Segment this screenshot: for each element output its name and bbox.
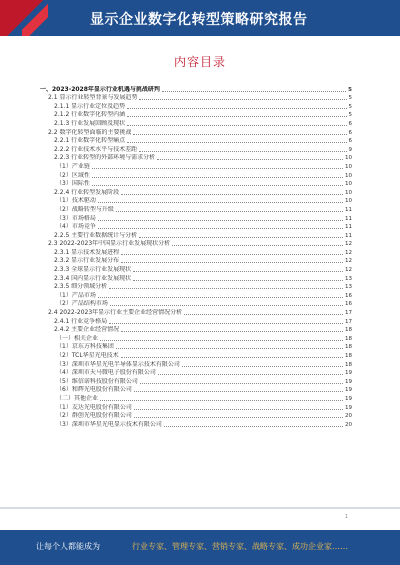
toc-entry-text: （5）维信诺科技股份有限公司 — [56, 377, 138, 385]
page-number: 1 — [345, 514, 349, 520]
toc-entry-text: （3）深圳市华星光电半导体显示技术有限公司 — [56, 360, 180, 368]
toc-page-number: 12 — [345, 241, 352, 248]
toc-page-number: 18 — [345, 361, 352, 368]
toc-dot-leader — [100, 340, 343, 341]
toc-dot-leader — [110, 305, 343, 306]
toc-page-number: 10 — [345, 198, 352, 205]
toc-entry[interactable] — [40, 231, 352, 240]
toc-entry-text: 2.2.5 主要行业数据统计与分析 — [54, 231, 138, 239]
toc-entry[interactable] — [40, 240, 352, 249]
toc-entry-text: （3）市场格局 — [56, 214, 96, 222]
toc-page-number: 19 — [345, 387, 352, 394]
toc-page-number: 6 — [348, 120, 352, 127]
toc-page-number: 16 — [345, 292, 352, 299]
toc-entry[interactable] — [40, 394, 352, 403]
toc-page-number: 13 — [345, 275, 352, 282]
toc-page-number: 13 — [345, 284, 352, 291]
toc-page-number: 18 — [345, 353, 352, 359]
toc-page-number: 12 — [345, 267, 352, 274]
toc-entry[interactable] — [40, 369, 352, 378]
toc-entry-text: 2.2.1 行业数字化转型痛点 — [54, 137, 126, 145]
toc-dot-leader — [98, 202, 343, 203]
toc-entry[interactable] — [40, 180, 352, 189]
toc-entry[interactable] — [40, 205, 352, 214]
toc-entry-text: 2.4.2 主要企业经营情况 — [54, 326, 120, 334]
toc-page-number: 11 — [345, 215, 352, 222]
report-title: 显示企业数字化转型策略研究报告 — [90, 12, 308, 28]
toc-entry[interactable] — [40, 360, 352, 369]
toc-dot-leader — [133, 134, 346, 135]
toc-entry[interactable] — [40, 111, 352, 120]
toc-page-number: 10 — [345, 181, 352, 188]
table-of-contents — [40, 85, 352, 429]
toc-dot-leader — [98, 297, 343, 298]
toc-page-number: 11 — [345, 206, 352, 213]
footer-slogan-lead: 让每个人都能成为 — [36, 542, 100, 551]
toc-entry[interactable] — [40, 119, 352, 128]
toc-dot-leader — [134, 391, 343, 392]
toc-page-number: 5 — [348, 86, 352, 93]
toc-dot-leader — [134, 417, 343, 418]
toc-entry[interactable] — [40, 171, 352, 180]
toc-page-number: 16 — [345, 301, 352, 308]
toc-entry[interactable] — [40, 351, 352, 360]
toc-entry-text: 2.3.1 显示技术发展进程 — [54, 248, 120, 256]
toc-entry-text: （2）TCL华星光电技术 — [56, 352, 119, 359]
toc-page-number: 5 — [348, 95, 352, 102]
toc-page-number: 19 — [345, 404, 352, 411]
toc-entry[interactable] — [40, 403, 352, 412]
toc-dot-leader — [139, 99, 346, 100]
toc-entry-text: （1）技术驱动 — [56, 197, 96, 205]
toc-page-number: 19 — [345, 370, 352, 377]
toc-dot-leader — [109, 323, 343, 324]
toc-page-number: 5 — [348, 103, 352, 110]
toc-dot-leader — [116, 211, 343, 212]
toc-page-number: 11 — [345, 232, 352, 239]
toc-page-number: 17 — [345, 318, 352, 325]
footer-slogan-highlight: 行业专家、管理专家、营销专家、战略专家、成功企业家…… — [132, 542, 348, 551]
toc-entry[interactable] — [40, 188, 352, 197]
toc-entry-text: 2.4.1 行业竞争格局 — [54, 317, 108, 325]
toc-entry-text: （3）深圳市华星光电显示技术有限公司 — [56, 420, 162, 428]
toc-page-number: 18 — [345, 335, 352, 342]
footer-divider — [0, 507, 400, 509]
toc-entry-text: （2）战略转型与升级 — [56, 205, 114, 213]
toc-page-number: 5 — [348, 112, 352, 119]
toc-entry[interactable] — [40, 102, 352, 111]
toc-entry-text: （1）产业链 — [56, 162, 90, 170]
toc-entry[interactable] — [40, 377, 352, 386]
toc-page-number: 18 — [345, 327, 352, 334]
toc-dot-leader — [109, 288, 343, 289]
toc-entry[interactable] — [40, 265, 352, 274]
toc-entry[interactable] — [40, 274, 352, 283]
toc-dot-leader — [127, 142, 346, 143]
toc-page-number: 10 — [345, 163, 352, 170]
toc-dot-leader — [134, 409, 343, 410]
toc-dot-leader — [140, 383, 343, 384]
toc-entry-text: 2.3.2 显示行业发展分布 — [54, 257, 120, 265]
toc-entry[interactable] — [40, 412, 352, 421]
toc-entry[interactable] — [40, 326, 352, 335]
toc-dot-leader — [158, 374, 343, 375]
toc-dot-leader — [133, 280, 343, 281]
toc-entry[interactable] — [40, 291, 352, 300]
toc-dot-leader — [164, 426, 343, 427]
toc-entry[interactable] — [40, 154, 352, 163]
toc-page-number: 10 — [345, 155, 352, 162]
toc-page-number: 10 — [345, 172, 352, 179]
toc-entry[interactable] — [40, 128, 352, 137]
toc-page-number: 17 — [345, 310, 352, 317]
toc-page-number: 11 — [345, 224, 352, 231]
toc-dot-leader — [98, 220, 343, 221]
toc-entry-text: （1）友达光电股份有限公司 — [56, 403, 132, 411]
toc-dot-leader — [92, 168, 343, 169]
toc-dot-leader — [98, 228, 343, 229]
toc-dot-leader — [116, 348, 343, 349]
report-footer — [0, 530, 400, 565]
toc-entry-text: 2.3.3 全球显示行业发展现状 — [54, 266, 132, 274]
toc-dot-leader — [121, 357, 343, 358]
toc-page-number: 9 — [348, 146, 352, 153]
toc-entry[interactable] — [40, 85, 352, 94]
toc-entry[interactable] — [40, 197, 352, 206]
toc-dot-leader — [162, 91, 346, 92]
toc-entry-text: （2）产品结构市场 — [56, 300, 108, 308]
toc-page-number: 19 — [345, 395, 352, 402]
toc-dot-leader — [182, 366, 343, 367]
toc-page-number: 12 — [345, 249, 352, 256]
toc-page-number: 12 — [345, 258, 352, 265]
toc-entry[interactable] — [40, 343, 352, 352]
toc-entry-text: （1）京东方科技集团 — [56, 343, 114, 351]
toc-entry[interactable] — [40, 214, 352, 223]
toc-page-number: 20 — [345, 421, 352, 428]
toc-dot-leader — [121, 194, 343, 195]
toc-entry-text: 2.1.2 行业数字化转型内涵 — [54, 111, 126, 119]
toc-page-number: 18 — [345, 344, 352, 351]
toc-entry[interactable] — [40, 300, 352, 309]
toc-entry-text: （4）深圳市天马微电子股份有限公司 — [56, 369, 156, 377]
toc-dot-leader — [172, 245, 343, 246]
toc-dot-leader — [157, 159, 343, 160]
toc-entry[interactable] — [40, 223, 352, 232]
toc-entry-text: （6）和辉光电股份有限公司 — [56, 386, 132, 394]
toc-page-number: 20 — [345, 413, 352, 420]
toc-entry-text: 2.2.2 行业技术水平与技术差距 — [54, 145, 138, 153]
toc-dot-leader — [100, 400, 343, 401]
toc-entry-text: 2.2.3 行业转型的外部环境与需求分析 — [54, 154, 156, 162]
toc-dot-leader — [121, 262, 343, 263]
toc-dot-leader — [92, 177, 343, 178]
toc-entry[interactable] — [40, 248, 352, 257]
toc-entry[interactable] — [40, 420, 352, 429]
toc-dot-leader — [133, 271, 343, 272]
toc-entry-text: 一、2023-2028年显示行业机遇与挑战研判 — [40, 85, 160, 93]
toc-entry[interactable] — [40, 334, 352, 343]
toc-entry-text: 2.3.4 国内显示行业发展现状 — [54, 274, 132, 282]
toc-entry[interactable] — [40, 283, 352, 292]
report-header — [0, 0, 400, 36]
toc-entry[interactable] — [40, 94, 352, 103]
toc-entry[interactable] — [40, 386, 352, 395]
toc-entry[interactable] — [40, 308, 352, 317]
toc-entry[interactable] — [40, 257, 352, 266]
toc-dot-leader — [121, 254, 343, 255]
toc-dot-leader — [127, 108, 346, 109]
toc-dot-leader — [184, 314, 343, 315]
toc-entry-text: （一）相关企业 — [56, 334, 99, 342]
toc-entry-text: 2.1 显示行业转型背景与发展趋势 — [48, 94, 138, 102]
toc-entry-text: 2.4 2022-2023年显示行业主要企业经营情况分析 — [48, 309, 183, 317]
toc-dot-leader — [92, 185, 343, 186]
toc-page-number: 6 — [348, 129, 352, 136]
toc-entry[interactable] — [40, 145, 352, 154]
toc-dot-leader — [139, 151, 346, 152]
toc-dot-leader — [121, 331, 343, 332]
toc-entry-text: 2.2.4 行业转型发展阶段 — [54, 188, 120, 196]
toc-page-number: 6 — [348, 138, 352, 145]
toc-entry-text: （2）区域性 — [56, 171, 90, 179]
toc-dot-leader — [127, 116, 346, 117]
toc-entry-text: （4）市场竞争 — [56, 223, 96, 231]
toc-title: 内容目录 — [173, 55, 226, 69]
toc-entry-text: 2.1.1 显示行业定位及趋势 — [54, 102, 126, 110]
toc-entry[interactable] — [40, 162, 352, 171]
toc-page-number: 19 — [345, 378, 352, 385]
toc-entry-text: 2.2 数字化转型面临的主要挑战 — [48, 128, 132, 136]
toc-entry-text: 2.1.3 行业发展回顾及现状 — [54, 119, 126, 127]
toc-entry-text: （1）产品市场 — [56, 291, 96, 299]
toc-entry[interactable] — [40, 317, 352, 326]
toc-entry-text: 2.3 2022-2023年中国显示行业发展现状分析 — [48, 240, 171, 248]
header-decoration-stripe — [22, 0, 48, 36]
toc-entry-text: 2.3.5 细分领域分析 — [54, 283, 108, 291]
toc-dot-leader — [139, 237, 343, 238]
toc-entry[interactable] — [40, 137, 352, 146]
toc-entry-text: （二）其他企业 — [56, 394, 99, 402]
toc-page-number: 10 — [345, 189, 352, 196]
toc-entry-text: （2）群创光电股份有限公司 — [56, 412, 132, 420]
toc-dot-leader — [127, 125, 346, 126]
toc-entry-text: （3）国际性 — [56, 180, 90, 188]
